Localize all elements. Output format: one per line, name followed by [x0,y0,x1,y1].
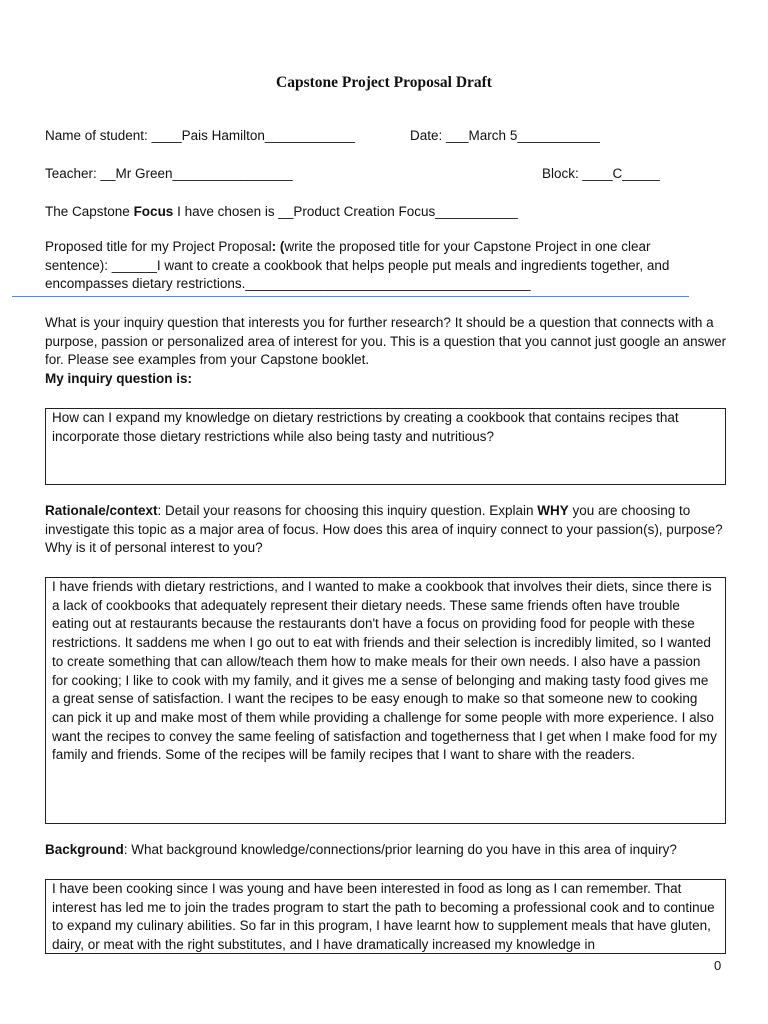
teacher-label: Teacher: [45,166,101,181]
block-field [542,164,660,183]
page-number: 0 [714,958,722,973]
proposed-title-bold: : ( [271,239,285,254]
horizontal-divider [12,296,689,297]
focus-value: __Product Creation Focus___________ [278,204,518,219]
teacher-field [45,164,293,183]
proposed-title-instructions: write the proposed title for your Capstone Project in one clear sentence): [45,239,651,273]
block-label: Block: [542,166,583,181]
rationale-answer-box: I have friends with dietary restrictions, and I wanted to make a cookbook that involves their diets, since there is a lack of cookbooks that adequately represent their dietary needs. These same friends often have trouble eating out at restaurants because the restaurants don't have a focus on providing food for people with these restrictions. It saddens me when I go out to eat with friends and their selection is incredibly limited, so I wanted to create something that can allow/teach them how to make meals for their own needs. I also have a passion for cooking; I like to cook with my family, and it gives me a sense of belonging and making tasty food gives me a great sense of satisfaction. I want the recipes to be easy enough to make so that someone new to cooking can pick it up and make most of them while providing a challenge for some people with more experience. I also want the recipes to convey the same feeling of satisfaction and togetherness that I get when I make food for my family and friends. Some of the recipes will be family recipes that I want to share with the readers. [45,577,726,824]
rationale-prompt-pre: : Detail your reasons for choosing this inquiry question. Explain [157,503,538,518]
inquiry-prompt: What is your inquiry question that interests you for further research? It should be a question that connects with a purpose, passion or personalized area of interest for you. This is a question that you cannot just google an answer for. Please see examples from your Capstone booklet. [45,315,727,368]
rationale-prompt [45,502,735,558]
page-title: Capstone Project Proposal Draft [276,74,492,91]
inquiry-answer-box: How can I expand my knowledge on dietary restrictions by creating a cookbook that contains recipes that incorporate those dietary restrictions while also being tasty and nutritious? [45,408,726,485]
focus-post-text: I have chosen is [173,204,279,219]
block-value: ____C_____ [582,166,660,181]
date-label: Date: [410,128,447,143]
student-name-value: ____Pais Hamilton____________ [151,128,355,143]
rationale-prompt-bold: WHY [537,503,569,518]
proposed-title-field [45,238,705,294]
teacher-value: __Mr Green________________ [100,166,293,181]
background-prompt-text: : What background knowledge/connections/prior learning do you have in this area of inquiry? [123,842,677,857]
background-label: Background [45,842,124,857]
inquiry-label-text: My inquiry question is: [45,371,193,386]
inquiry-label [45,370,735,389]
background-answer-box: I have been cooking since I was young and have been interested in food as long as I can remember. That interest has led me to join the trades program to start the path to becoming a professional cook and to continue to expand my culinary abilities. So far in this program, I have learnt how to supplement meals that have gluten, dairy, or meat with the right substitutes, and I have dramatically increased my knowledge in [45,879,726,954]
student-name-label: Name of student: [45,128,152,143]
date-value: ___March 5___________ [446,128,600,143]
focus-field [45,202,518,221]
date-field [410,126,600,145]
focus-pre-text: The Capstone [45,204,134,219]
background-prompt [45,841,745,860]
proposed-title-label: Proposed title for my Project Proposal [45,239,272,254]
rationale-prompt-post: you are choosing to investigate this topic as a major area of focus. How does this area of inquiry connect to your passion(s), purpose? Why is it of personal interest to you? [45,503,723,556]
focus-bold-text: Focus [133,204,174,219]
student-name-field [45,126,355,145]
proposed-title-value: ______I want to create a cookbook that helps people put meals and ingredients together, and encompasses dietary restrictions.______________________________________ [45,257,670,292]
rationale-label: Rationale/context [45,503,158,518]
